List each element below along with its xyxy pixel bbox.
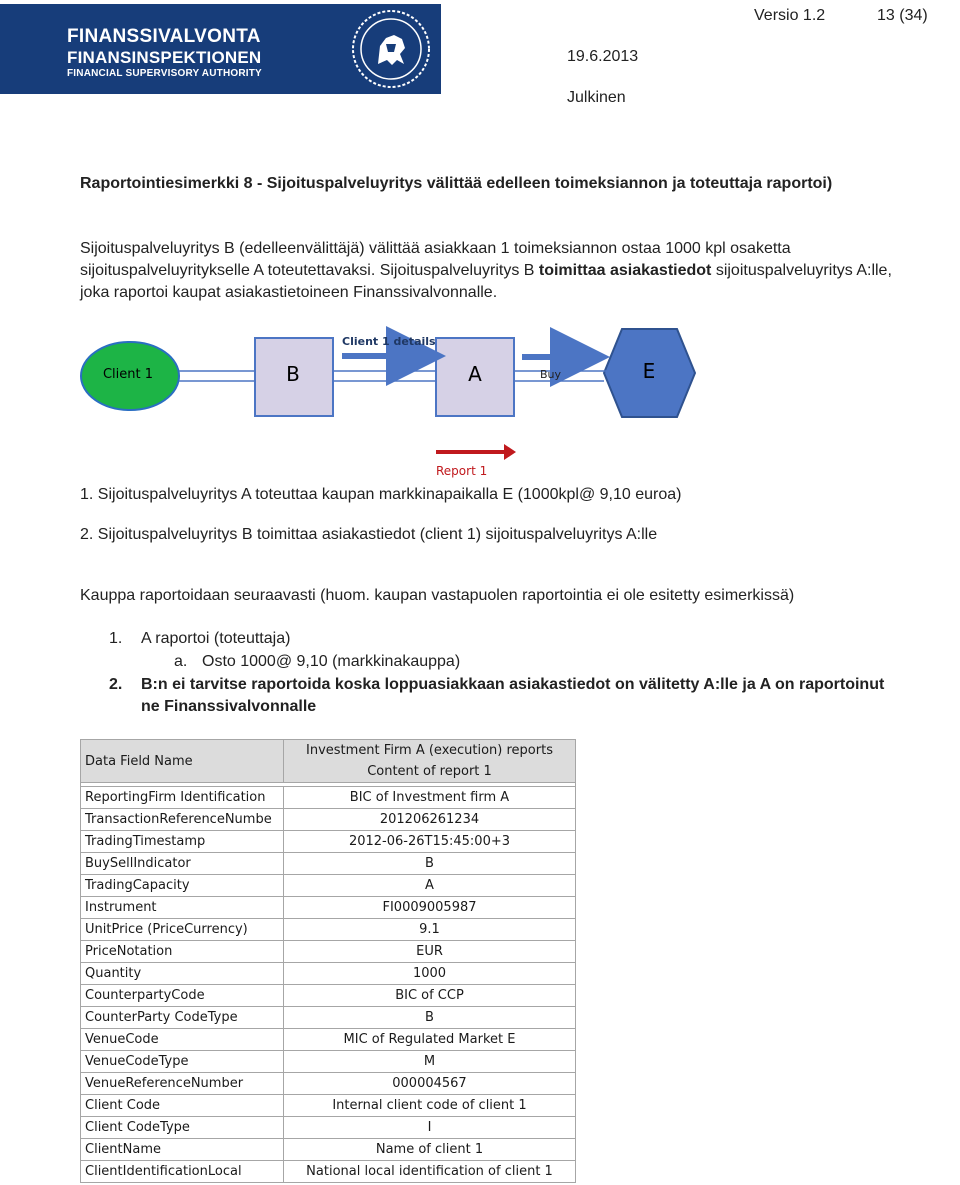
report-arrow-label: Report 1 [436, 464, 488, 478]
header-report-line-1: Investment Firm A (execution) reports [306, 743, 553, 758]
field-name-cell: TradingCapacity [81, 875, 284, 897]
field-name-cell: CounterParty CodeType [81, 1007, 284, 1029]
header-report-line-2: Content of report 1 [367, 764, 492, 779]
field-value-cell: B [284, 1007, 576, 1029]
field-name-cell: Client CodeType [81, 1117, 284, 1139]
table-row [81, 809, 576, 831]
field-value-cell: BIC of CCP [284, 985, 576, 1007]
table-row [81, 941, 576, 963]
field-name-cell: ClientIdentificationLocal [81, 1161, 284, 1183]
table-row [81, 787, 576, 809]
reporting-intro: Kauppa raportoidaan seuraavasti (huom. kaupan vastapuolen raportointia ei ole esitetty esimerkissä) [80, 587, 795, 604]
table-row [81, 985, 576, 1007]
logo-line-2: FINANSINSPEKTIONEN [67, 48, 262, 67]
table-row [81, 1117, 576, 1139]
field-value-cell: 2012-06-26T15:45:00+3 [284, 831, 576, 853]
field-name-cell: UnitPrice (PriceCurrency) [81, 919, 284, 941]
table-row [81, 1073, 576, 1095]
field-name-cell: PriceNotation [81, 941, 284, 963]
table-row [81, 1161, 576, 1183]
field-name-cell: CounterpartyCode [81, 985, 284, 1007]
field-value-cell: 000004567 [284, 1073, 576, 1095]
table-row [81, 831, 576, 853]
table-row [81, 1095, 576, 1117]
intro-text-2: sijoituspalveluyritys A:lle, joka raportoi kaupat asiakastietoineen Finanssivalvonnalle. [80, 262, 892, 301]
table-header-row [81, 740, 576, 783]
field-value-cell: Internal client code of client 1 [284, 1095, 576, 1117]
field-value-cell: EUR [284, 941, 576, 963]
table-row [81, 1051, 576, 1073]
intro-text-1: Sijoituspalveluyritys B (edelleenvälittäjä) välittää asiakkaan 1 toimeksiannon ostaa 1000 kpl osaketta sijoituspalveluyritykselle A toteutettavaksi. Sijoituspalveluyritys B [80, 240, 791, 279]
header-report-content [284, 740, 576, 783]
list-item-1-number: 1. [109, 630, 123, 647]
lion-emblem-icon [350, 8, 432, 90]
field-value-cell: National local identification of client 1 [284, 1161, 576, 1183]
page-number: 13 (34) [877, 7, 928, 24]
field-value-cell: M [284, 1051, 576, 1073]
field-name-cell: TradingTimestamp [81, 831, 284, 853]
details-arrow-label: Client 1 details [342, 335, 436, 348]
field-name-cell: VenueCode [81, 1029, 284, 1051]
field-value-cell: Name of client 1 [284, 1139, 576, 1161]
list-item-1a-text: Osto 1000@ 9,10 (markkinakauppa) [202, 653, 461, 670]
document-date: 19.6.2013 [567, 48, 639, 65]
classification-label: Julkinen [567, 89, 626, 106]
list-item-1-text: A raportoi (toteuttaja) [141, 630, 291, 647]
intro-paragraph [80, 238, 925, 304]
field-name-cell: ClientName [81, 1139, 284, 1161]
table-row [81, 875, 576, 897]
list-item-2-number: 2. [109, 676, 123, 693]
table-row [81, 919, 576, 941]
field-name-cell: ReportingFirm Identification [81, 787, 284, 809]
table-row [81, 853, 576, 875]
field-value-cell: B [284, 853, 576, 875]
header-field-name: Data Field Name [81, 740, 284, 783]
field-value-cell: MIC of Regulated Market E [284, 1029, 576, 1051]
list-item-1a-number: a. [174, 653, 188, 670]
logo-line-1: FINANSSIVALVONTA [67, 26, 261, 47]
field-name-cell: VenueCodeType [81, 1051, 284, 1073]
field-name-cell: TransactionReferenceNumbe [81, 809, 284, 831]
intro-text-bold: toimittaa asiakastiedot [538, 262, 712, 279]
table-row [81, 1007, 576, 1029]
field-value-cell: BIC of Investment firm A [284, 787, 576, 809]
field-name-cell: Client Code [81, 1095, 284, 1117]
field-value-cell: A [284, 875, 576, 897]
table-row [81, 1139, 576, 1161]
example-title: Raportointiesimerkki 8 - Sijoituspalveluyritys välittää edelleen toimeksiannon ja toteuttaja raportoi) [80, 175, 833, 192]
field-name-cell: Instrument [81, 897, 284, 919]
field-name-cell: VenueReferenceNumber [81, 1073, 284, 1095]
field-name-cell: BuySellIndicator [81, 853, 284, 875]
table-body [81, 787, 576, 1183]
authority-logo [0, 4, 441, 94]
firm-a-label: A [468, 362, 482, 386]
version-label: Versio 1.2 [754, 7, 826, 24]
field-value-cell: I [284, 1117, 576, 1139]
exchange-e-label: E [642, 359, 656, 383]
client-node-label: Client 1 [102, 367, 154, 382]
table-row [81, 897, 576, 919]
field-value-cell: FI0009005987 [284, 897, 576, 919]
report-fields-table [80, 739, 576, 1183]
field-value-cell: 9.1 [284, 919, 576, 941]
table-row [81, 1029, 576, 1051]
field-name-cell: Quantity [81, 963, 284, 985]
field-value-cell: 201206261234 [284, 809, 576, 831]
step-2: 2. Sijoituspalveluyritys B toimittaa asiakastiedot (client 1) sijoituspalveluyritys A:lle [80, 526, 658, 543]
list-item-2-text: B:n ei tarvitse raportoida koska loppuasiakkaan asiakastiedot on välitetty A:lle ja A on raportoinut ne Finanssivalvonnalle [141, 676, 885, 715]
field-value-cell: 1000 [284, 963, 576, 985]
step-1: 1. Sijoituspalveluyritys A toteuttaa kaupan markkinapaikalla E (1000kpl@ 9,10 euroa) [80, 486, 682, 503]
firm-b-label: B [286, 362, 300, 386]
buy-arrow-label: Buy [540, 368, 562, 381]
logo-line-3: FINANCIAL SUPERVISORY AUTHORITY [67, 68, 262, 79]
transaction-flow-diagram [80, 326, 700, 482]
table-row [81, 963, 576, 985]
